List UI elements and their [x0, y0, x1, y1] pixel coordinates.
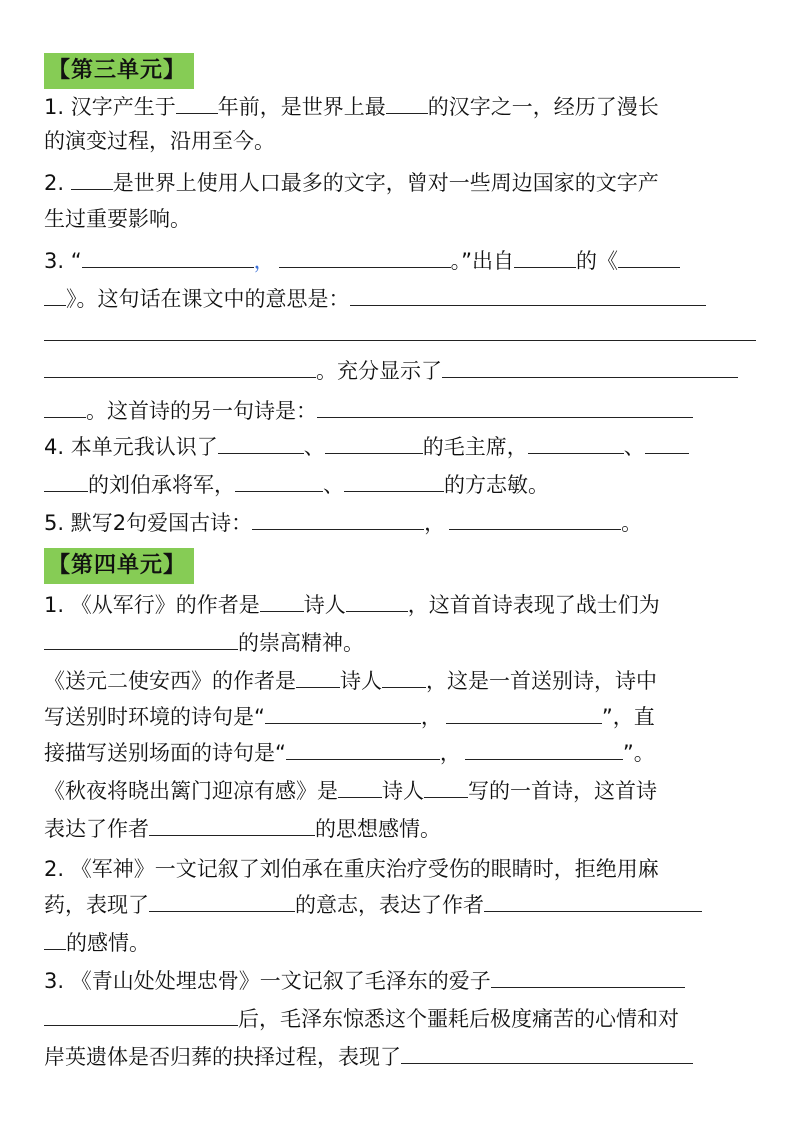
blank[interactable]: [325, 433, 423, 454]
blank[interactable]: [260, 591, 304, 612]
text: ，: [420, 705, 442, 729]
text: 写送别时环境的诗句是“: [44, 705, 265, 729]
u4-q1-line2: [44, 628, 364, 658]
text: 》。这句话在课文中的意思是：: [66, 287, 350, 311]
blank[interactable]: [401, 1043, 693, 1064]
blank[interactable]: [424, 777, 468, 798]
text: 1. 《从军行》的作者是: [44, 593, 260, 617]
blank[interactable]: [350, 285, 706, 306]
u4-q1-line6: [44, 776, 657, 806]
text: ，这首首诗表现了战士们为: [407, 593, 660, 617]
blank[interactable]: [252, 509, 424, 530]
blank[interactable]: [44, 357, 316, 378]
blank[interactable]: [235, 471, 323, 492]
text: 3. 《青山处处埋忠骨》一文记叙了毛泽东的爱子: [44, 969, 491, 993]
blank[interactable]: [44, 397, 86, 418]
text: 《送元二使安西》的作者是: [44, 669, 296, 693]
blank[interactable]: [149, 815, 315, 836]
blank[interactable]: [286, 739, 440, 760]
blank[interactable]: [484, 891, 702, 912]
text: 1. 汉字产生于: [44, 95, 176, 119]
text: 。”出自: [450, 249, 514, 273]
u3-q5-line1: [44, 508, 642, 538]
blank[interactable]: [218, 433, 304, 454]
text: 表达了作者: [44, 817, 149, 841]
blank[interactable]: [382, 667, 426, 688]
u3-q4-line1: [44, 432, 689, 462]
text: 5. 默写2句爱国古诗：: [44, 511, 253, 535]
text: 、: [623, 435, 645, 459]
blank[interactable]: [82, 247, 254, 268]
text: 。充分显示了: [316, 359, 442, 383]
text: ，这是一首送别诗，诗中: [426, 669, 657, 693]
u4-q3-line3: [44, 1042, 693, 1072]
blank[interactable]: [176, 93, 218, 114]
blank[interactable]: [442, 357, 738, 378]
blank[interactable]: [44, 629, 238, 650]
text: 药，表现了: [44, 893, 149, 917]
text: 岸英遗体是否归葬的抉择过程，表现了: [44, 1045, 401, 1069]
u3-q3-line2: [44, 284, 706, 314]
blank[interactable]: [44, 471, 88, 492]
text: 。这首诗的另一句诗是：: [86, 399, 317, 423]
u3-q4-line2: [44, 470, 549, 500]
blank[interactable]: [528, 433, 624, 454]
u4-q2-line1: 2. 《军神》一文记叙了刘伯承在重庆治疗受伤的眼睛时，拒绝用麻: [44, 857, 659, 881]
text: 接描写送别场面的诗句是“: [44, 741, 286, 765]
blank[interactable]: [44, 285, 66, 306]
text: 2.: [44, 171, 71, 195]
text: 。: [621, 511, 643, 535]
blank[interactable]: [491, 967, 685, 988]
blank[interactable]: [645, 433, 689, 454]
text: 诗人: [303, 593, 346, 617]
text: ”。: [622, 741, 655, 765]
text: ”，直: [601, 705, 655, 729]
blank[interactable]: [386, 93, 428, 114]
u3-q3-line1: [44, 246, 680, 276]
u4-q3-line2: [44, 1004, 679, 1034]
u3-q3-line4: [44, 356, 738, 386]
u4-q1-line5: [44, 738, 655, 768]
u4-q1-line1: [44, 590, 660, 620]
blank[interactable]: [279, 247, 451, 268]
text: 后，毛泽东惊悉这个噩耗后极度痛苦的心情和对: [238, 1007, 679, 1031]
unit4-header: 【第四单元】: [44, 548, 194, 584]
text: 是世界上使用人口最多的文字，曾对一些周边国家的文字产: [112, 171, 659, 195]
u4-q2-line3: [44, 928, 150, 958]
text: 、: [303, 435, 325, 459]
text: ，: [439, 741, 461, 765]
u4-q2-line2: [44, 890, 702, 920]
text: 的意志，表达了作者: [295, 893, 484, 917]
u3-q3-line5: [44, 396, 693, 426]
blank[interactable]: [317, 397, 693, 418]
text: 诗人: [340, 669, 382, 693]
blank[interactable]: [296, 667, 340, 688]
u4-q3-line1: [44, 966, 685, 996]
text: 的刘伯承将军，: [88, 473, 235, 497]
blank[interactable]: [449, 509, 621, 530]
text: 《秋夜将晓出篱门迎凉有感》是: [44, 779, 338, 803]
text: ，: [253, 249, 275, 273]
blank[interactable]: [344, 471, 444, 492]
blank[interactable]: [346, 591, 408, 612]
u3-q1-line1: [44, 92, 659, 122]
u3-q3-answer-line[interactable]: [44, 340, 756, 341]
text: ，: [424, 511, 446, 535]
text: 的毛主席，: [422, 435, 528, 459]
u3-q1-line2: 的演变过程，沿用至今。: [44, 129, 275, 153]
text: 诗人: [382, 779, 424, 803]
blank[interactable]: [265, 703, 421, 724]
text: 的感情。: [66, 931, 150, 955]
unit3-header: 【第三单元】: [44, 53, 194, 89]
blank[interactable]: [44, 1005, 238, 1026]
text: 的汉字之一，经历了漫长: [427, 95, 659, 119]
blank[interactable]: [149, 891, 295, 912]
text: 、: [323, 473, 344, 497]
blank[interactable]: [446, 703, 602, 724]
text: 的方志敏。: [444, 473, 549, 497]
text: 3. “: [44, 249, 82, 273]
blank[interactable]: [465, 739, 623, 760]
u4-q1-line4: [44, 702, 655, 732]
blank[interactable]: [514, 247, 576, 268]
text: 的《: [575, 249, 618, 273]
blank[interactable]: [71, 169, 113, 190]
text: 的崇高精神。: [238, 631, 364, 655]
blank[interactable]: [618, 247, 680, 268]
blank[interactable]: [44, 929, 66, 950]
text: 的思想感情。: [315, 817, 441, 841]
u3-q2-line1: [44, 168, 659, 198]
u3-q2-line2: 生过重要影响。: [44, 207, 191, 231]
text: 4. 本单元我认识了: [44, 435, 218, 459]
blank[interactable]: [338, 777, 382, 798]
text: 写的一首诗，这首诗: [468, 779, 657, 803]
text: 年前，是世界上最: [217, 95, 386, 119]
u4-q1-line7: [44, 814, 441, 844]
u4-q1-line3: [44, 666, 657, 696]
